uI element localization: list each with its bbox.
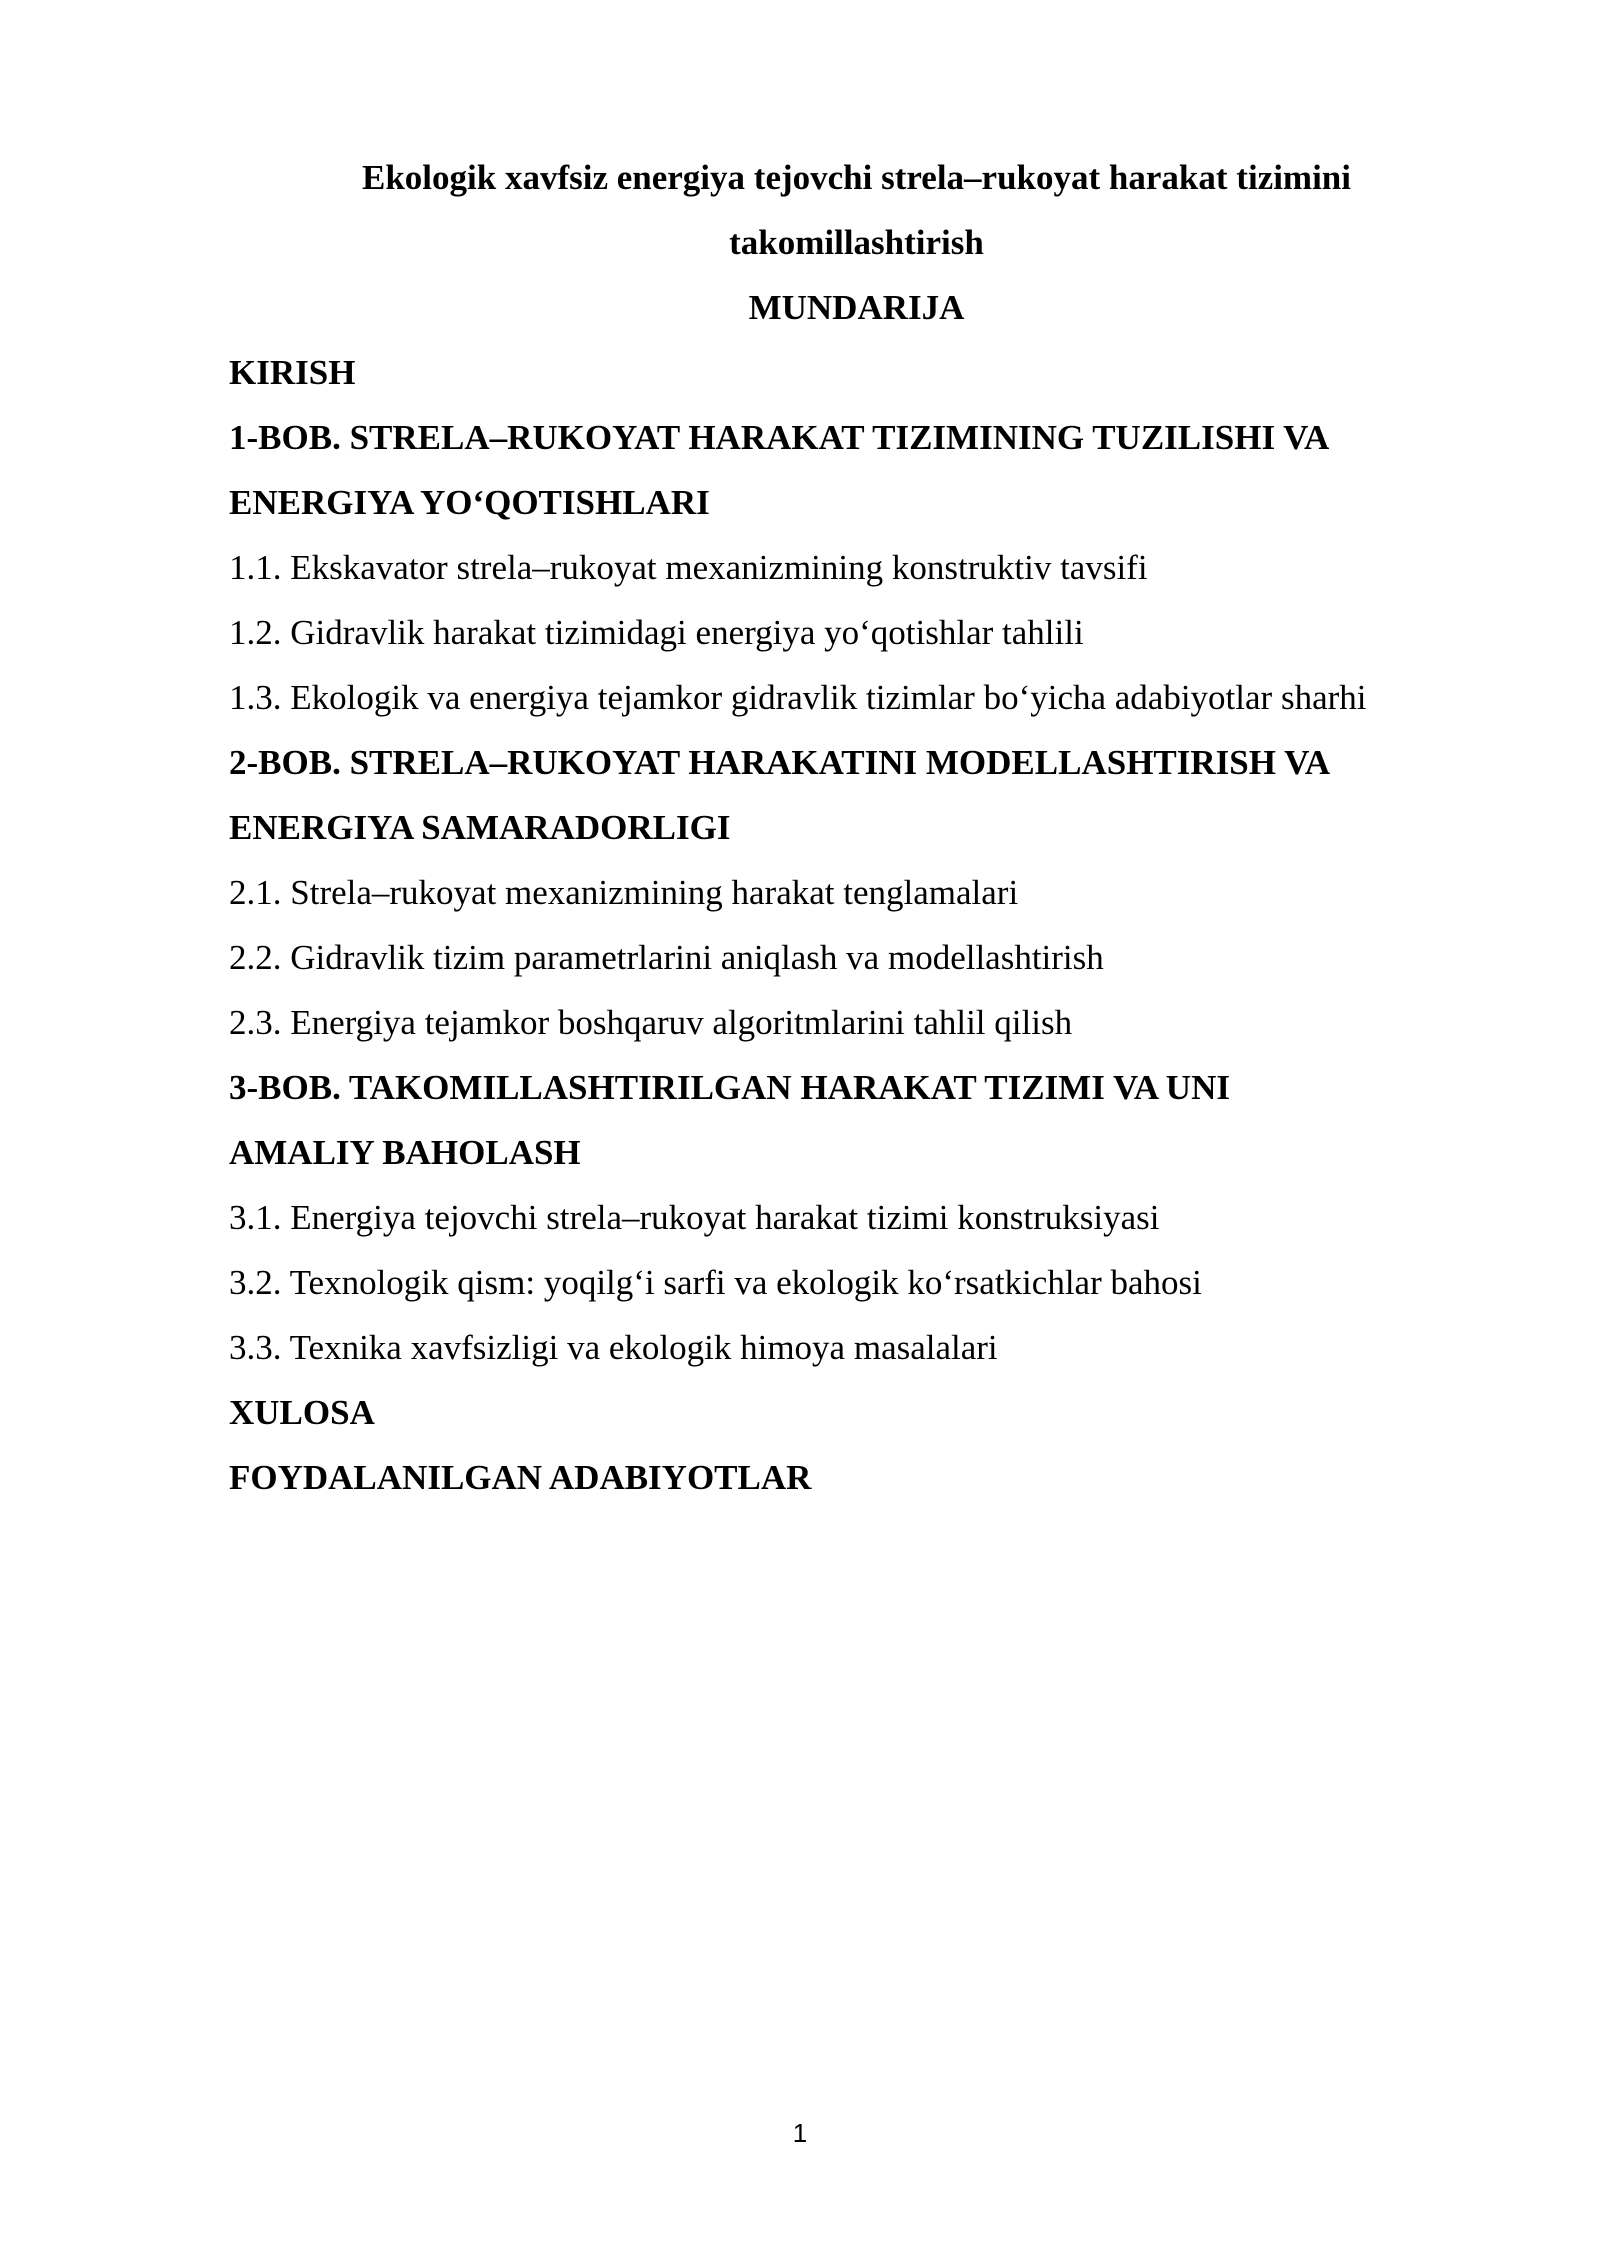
toc-section-1-1: 1.1. Ekskavator strela–rukoyat mexanizmining konstruktiv tavsifi: [229, 548, 1148, 587]
toc-conclusion: XULOSA: [229, 1393, 375, 1432]
toc-chapter-2-line-2: ENERGIYA SAMARADORLIGI: [229, 808, 731, 847]
toc-section-3-2: 3.2. Texnologik qism: yoqilg‘i sarfi va ekologik ko‘rsatkichlar bahosi: [229, 1263, 1202, 1302]
document-title-line-2: takomillashtirish: [729, 223, 984, 262]
toc-references: FOYDALANILGAN ADABIYOTLAR: [229, 1458, 812, 1497]
contents-heading: MUNDARIJA: [748, 288, 965, 327]
toc-intro: KIRISH: [229, 353, 356, 392]
toc-section-2-1: 2.1. Strela–rukoyat mexanizmining harakat tenglamalari: [229, 873, 1019, 912]
toc-section-3-3: 3.3. Texnika xavfsizligi va ekologik himoya masalalari: [229, 1328, 998, 1367]
toc-chapter-1-line-1: 1-BOB. STRELA–RUKOYAT HARAKAT TIZIMINING TUZILISHI VA: [229, 418, 1330, 457]
toc-chapter-2-line-1: 2-BOB. STRELA–RUKOYAT HARAKATINI MODELLASHTIRISH VA: [229, 743, 1331, 782]
document-title-line-1: Ekologik xavfsiz energiya tejovchi strela–rukoyat harakat tizimini: [361, 158, 1351, 197]
table-of-contents: [229, 340, 1529, 1510]
toc-chapter-1-line-2: ENERGIYA YO‘QOTISHLARI: [229, 483, 710, 522]
toc-chapter-3-line-1: 3-BOB. TAKOMILLASHTIRILGAN HARAKAT TIZIMI VA UNI: [229, 1068, 1230, 1107]
toc-section-2-3: 2.3. Energiya tejamkor boshqaruv algoritmlarini tahlil qilish: [229, 1003, 1073, 1042]
toc-section-1-3: 1.3. Ekologik va energiya tejamkor gidravlik tizimlar bo‘yicha adabiyotlar sharhi: [229, 678, 1367, 717]
toc-chapter-3-line-2: AMALIY BAHOLASH: [229, 1133, 581, 1172]
toc-section-3-1: 3.1. Energiya tejovchi strela–rukoyat harakat tizimi konstruksiyasi: [229, 1198, 1160, 1237]
page-number: 1: [792, 2118, 808, 2148]
title-block: [229, 145, 1484, 340]
toc-section-2-2: 2.2. Gidravlik tizim parametrlarini aniqlash va modellashtirish: [229, 938, 1104, 977]
toc-section-1-2: 1.2. Gidravlik harakat tizimidagi energiya yo‘qotishlar tahlili: [229, 613, 1084, 652]
